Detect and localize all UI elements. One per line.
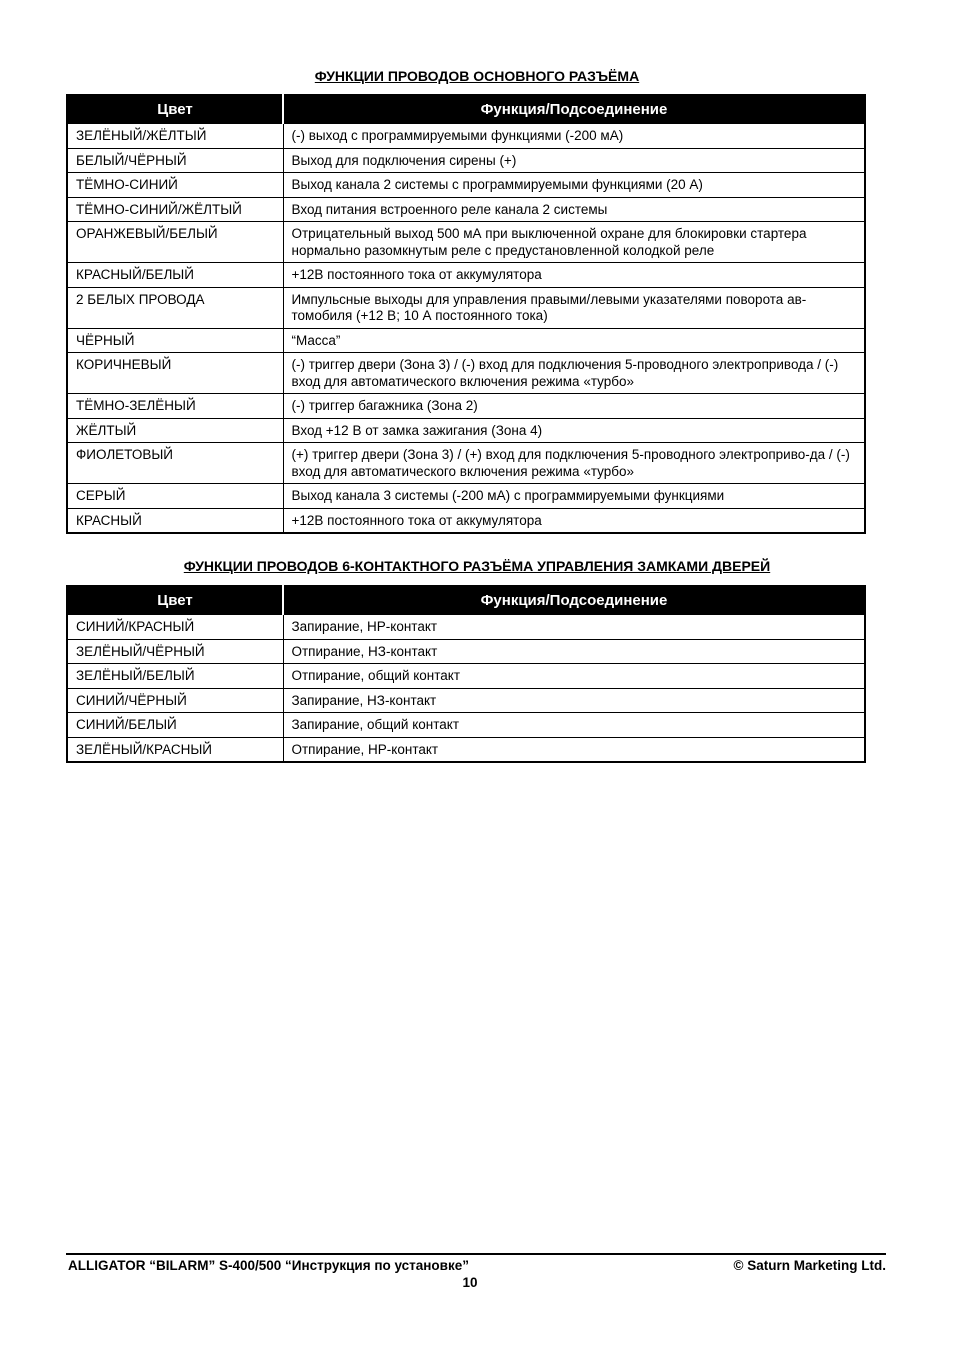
wire-color: КОРИЧНЕВЫЙ bbox=[67, 353, 283, 394]
wire-color: ТЁМНО-СИНИЙ bbox=[67, 173, 283, 198]
table-row bbox=[67, 664, 865, 689]
table-row bbox=[67, 737, 865, 762]
table-row bbox=[67, 328, 865, 353]
door-lock-connector-table bbox=[66, 585, 866, 763]
wire-color: ОРАНЖЕВЫЙ/БЕЛЫЙ bbox=[67, 222, 283, 263]
function-column-header: Функция/Подсоединение bbox=[283, 586, 865, 614]
footer-copyright: © Saturn Marketing Ltd. bbox=[733, 1258, 886, 1273]
wire-color: ЖЁЛТЫЙ bbox=[67, 418, 283, 443]
page-number: 10 bbox=[462, 1275, 478, 1290]
table-row bbox=[67, 222, 865, 263]
wire-function: Отпирание, общий контакт bbox=[283, 664, 865, 689]
wire-function: (-) триггер двери (Зона 3) / (-) вход для подключения 5-проводного электропривода / (-) вход для автоматического включения режима «турбо» bbox=[283, 353, 865, 394]
wire-function: Запирание, НЗ-контакт bbox=[283, 688, 865, 713]
wire-color: БЕЛЫЙ/ЧЁРНЫЙ bbox=[67, 148, 283, 173]
color-column-header: Цвет bbox=[67, 586, 283, 614]
wire-function: +12В постоянного тока от аккумулятора bbox=[283, 508, 865, 533]
wire-color: СЕРЫЙ bbox=[67, 484, 283, 509]
color-column-header: Цвет bbox=[67, 95, 283, 123]
wire-function: Вход +12 В от замка зажигания (Зона 4) bbox=[283, 418, 865, 443]
wire-function: Запирание, общий контакт bbox=[283, 713, 865, 738]
wire-color: ЗЕЛЁНЫЙ/БЕЛЫЙ bbox=[67, 664, 283, 689]
wire-color: ТЁМНО-СИНИЙ/ЖЁЛТЫЙ bbox=[67, 197, 283, 222]
wire-color: ФИОЛЕТОВЫЙ bbox=[67, 443, 283, 484]
wire-color: СИНИЙ/БЕЛЫЙ bbox=[67, 713, 283, 738]
wire-function: Отпирание, НЗ-контакт bbox=[283, 639, 865, 664]
wire-function: +12В постоянного тока от аккумулятора bbox=[283, 263, 865, 288]
wire-color: ЗЕЛЁНЫЙ/КРАСНЫЙ bbox=[67, 737, 283, 762]
table-row bbox=[67, 639, 865, 664]
table-row bbox=[67, 287, 865, 328]
wire-function: Выход для подключения сирены (+) bbox=[283, 148, 865, 173]
main-table-body bbox=[67, 123, 865, 533]
wire-function: Запирание, НР-контакт bbox=[283, 614, 865, 639]
footer-divider bbox=[66, 1253, 886, 1255]
wire-function: Отпирание, НР-контакт bbox=[283, 737, 865, 762]
wire-function: (-) триггер багажника (Зона 2) bbox=[283, 394, 865, 419]
table-row bbox=[67, 418, 865, 443]
function-column-header: Функция/Подсоединение bbox=[283, 95, 865, 123]
wire-function: Выход канала 2 системы с программируемыми функциями (20 А) bbox=[283, 173, 865, 198]
wire-color: ЧЁРНЫЙ bbox=[67, 328, 283, 353]
table-header-row bbox=[67, 95, 865, 123]
footer-document-title: ALLIGATOR “BILARM” S-400/500 “Инструкция по установке” bbox=[68, 1258, 469, 1273]
wire-color: 2 БЕЛЫХ ПРОВОДА bbox=[67, 287, 283, 328]
table-row bbox=[67, 123, 865, 148]
table-header-row bbox=[67, 586, 865, 614]
table-row bbox=[67, 263, 865, 288]
wire-color: ЗЕЛЁНЫЙ/ЖЁЛТЫЙ bbox=[67, 123, 283, 148]
wire-color: КРАСНЫЙ/БЕЛЫЙ bbox=[67, 263, 283, 288]
wire-color: ТЁМНО-ЗЕЛЁНЫЙ bbox=[67, 394, 283, 419]
main-section-title: ФУНКЦИИ ПРОВОДОВ ОСНОВНОГО РАЗЪЁМА bbox=[314, 68, 640, 84]
wire-function: Импульсные выходы для управления правыми/левыми указателями поворота ав-томобиля (+12 В; 10 А постоянного тока) bbox=[283, 287, 865, 328]
wire-function: (+) триггер двери (Зона 3) / (+) вход для подключения 5-проводного электроприво-да / (-) вход для автоматического включения режима «турбо» bbox=[283, 443, 865, 484]
wire-function: Выход канала 3 системы (-200 мА) с программируемыми функциями bbox=[283, 484, 865, 509]
table-row bbox=[67, 713, 865, 738]
wire-color: ЗЕЛЁНЫЙ/ЧЁРНЫЙ bbox=[67, 639, 283, 664]
door-table-body bbox=[67, 614, 865, 762]
main-connector-table bbox=[66, 94, 866, 534]
table-row bbox=[67, 484, 865, 509]
table-row bbox=[67, 443, 865, 484]
table-row bbox=[67, 353, 865, 394]
table-row bbox=[67, 197, 865, 222]
table-row bbox=[67, 508, 865, 533]
table-row bbox=[67, 173, 865, 198]
wire-function: Вход питания встроенного реле канала 2 системы bbox=[283, 197, 865, 222]
table-row bbox=[67, 688, 865, 713]
wire-function: “Масса” bbox=[283, 328, 865, 353]
door-section-title: ФУНКЦИИ ПРОВОДОВ 6-КОНТАКТНОГО РАЗЪЁМА УПРАВЛЕНИЯ ЗАМКАМИ ДВЕРЕЙ bbox=[183, 558, 771, 574]
wire-color: СИНИЙ/ЧЁРНЫЙ bbox=[67, 688, 283, 713]
wire-function: Отрицательный выход 500 мА при выключенной охране для блокировки стартера нормально разомкнутым реле с предустановленной колодкой реле bbox=[283, 222, 865, 263]
table-row bbox=[67, 148, 865, 173]
wire-color: СИНИЙ/КРАСНЫЙ bbox=[67, 614, 283, 639]
table-row bbox=[67, 394, 865, 419]
wire-function: (-) выход с программируемыми функциями (-200 мА) bbox=[283, 123, 865, 148]
wire-color: КРАСНЫЙ bbox=[67, 508, 283, 533]
table-row bbox=[67, 614, 865, 639]
